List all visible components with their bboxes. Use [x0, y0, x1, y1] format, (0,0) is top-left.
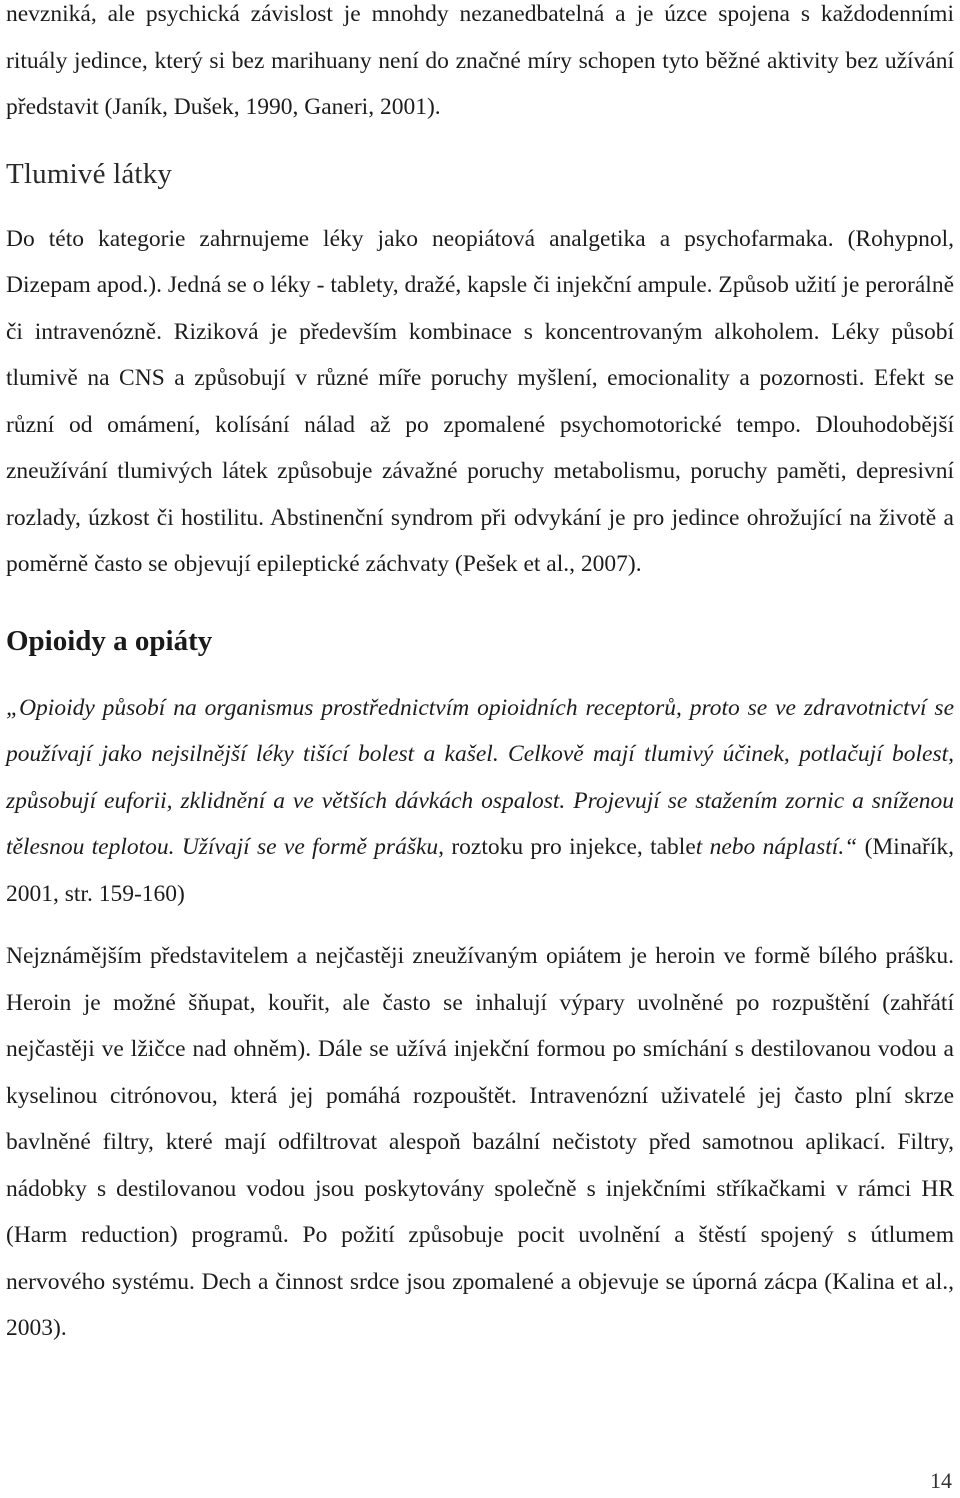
quote-citation: (Minařík, 2001, str. 159-160): [6, 834, 954, 907]
document-page: [6, 0, 954, 1352]
paragraph-tlumive-latky: Do této kategorie zahrnujeme léky jako neopiátová analgetika a psychofarmaka. (Rohypnol, Dizepam apod.). Jedná se o léky - tablety, dražé, kapsle či injekční ampule. Způsob užití je perorálně či intravenózně. Riziková je především kombinace s koncentrovaným alkoholem. Léky působí tlumivě na CNS a způsobují v různé míře poruchy myšlení, emocionality a pozornosti. Efekt se různí od omámení, kolísání nálad až po zpomalené psychomotorické tempo. Dlouhodobější zneužívání tlumivých látek způsobuje závažné poruchy metabolismu, poruchy paměti, depresivní rozlady, úzkost či hostilitu. Abstinenční syndrom při odvykání je pro jedince ohrožující na životě a poměrně často se objevují epileptické záchvaty (Pešek et al., 2007).: [6, 225, 954, 577]
paragraph-intro: nevzniká, ale psychická závislost je mnohdy nezanedbatelná a je úzce spojena s každodenními rituály jedince, který si bez marihuany není do značné míry schopen tyto běžné aktivity bez užívání představit (Janík, Dušek, 1990, Ganeri, 2001).: [6, 1, 954, 120]
heading-opioidy-a-opiaty: Opioidy a opiáty: [6, 624, 213, 657]
paragraph-heroin: Nejznámějším představitelem a nejčastěji zneužívaným opiátem je heroin ve formě bílého prášku. Heroin je možné šňupat, kouřit, ale často se inhalují výpary uvolněné po rozpuštění (zahřátí nejčastěji ve lžičce nad ohněm). Dále se užívá injekční formou po smíchání s destilovanou vodou a kyselinou citrónovou, která jej pomáhá rozpouštět. Intravenózní uživatelé jej často plní skrze bavlněné filtry, které mají odfiltrovat alespoň bazální nečistoty před samotnou aplikací. Filtry, nádobky s destilovanou vodou jsou poskytovány společně s injekčními stříkačkami v rámci HR (Harm reduction) programů. Po požití způsobuje pocit uvolnění a štěstí spojený s útlumem nervového systému. Dech a činnost srdce jsou zpomalené a objevuje se úporná zácpa (Kalina et al., 2003).: [6, 943, 954, 1341]
heading-tlumive-latky: Tlumivé látky: [6, 157, 173, 190]
page-number: 14: [930, 1468, 952, 1493]
quote-paragraph: [6, 685, 954, 918]
quote-text-italic: „Opioidy působí na organismus prostřednictvím opioidních receptorů, proto se ve zdravotnictví se používají jako nejsilnější léky tišící bolest a kašel. Celkově mají tlumivý účinek, potlačují bolest, způsobují euforii, zklidnění a ve větších dávkách ospalost. Projevují se stažením zornic a sníženou tělesnou teplotou. Užívají se ve formě prášku,: [6, 694, 954, 860]
quote-text-plain: roztoku pro injekce, table: [451, 834, 696, 860]
quote-text-italic-end: t nebo náplastí.“: [695, 834, 865, 860]
